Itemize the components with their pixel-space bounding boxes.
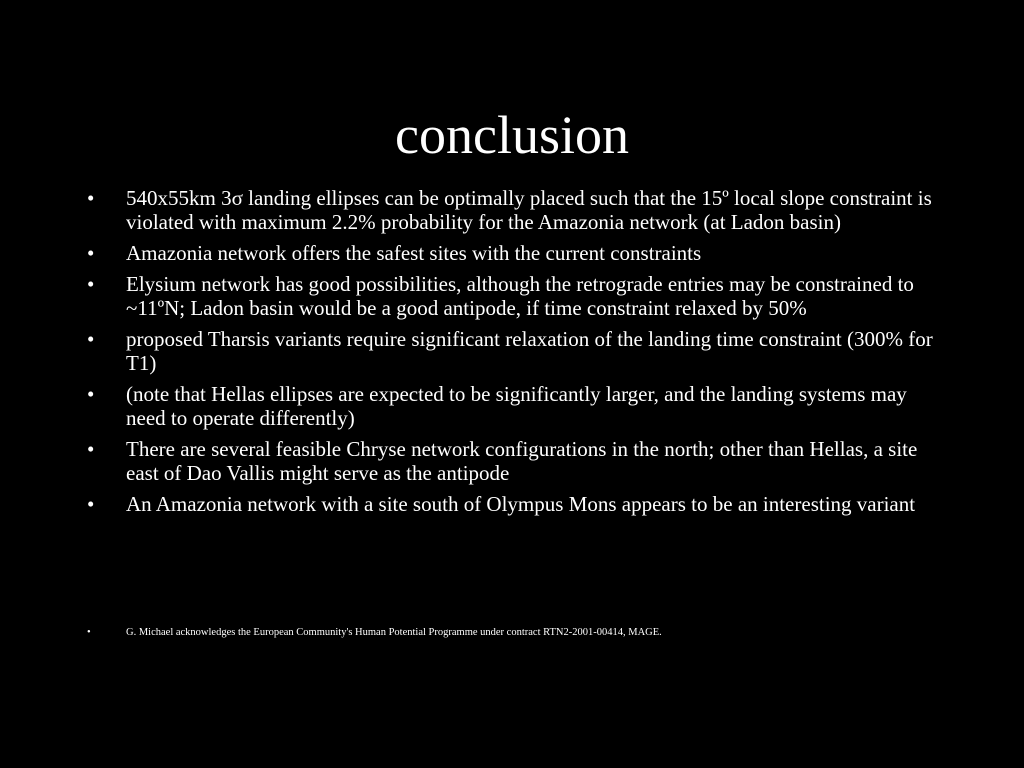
- slide-title: conclusion: [395, 105, 629, 165]
- bullet-text: 540x55km 3σ landing ellipses can be optimally placed such that the 15º local slope constraint is violated with maximum 2.2% probability for the Amazonia network (at Ladon basin): [126, 186, 932, 234]
- bullet-marker: •: [87, 186, 95, 210]
- bullet-marker: •: [87, 492, 95, 516]
- bullet-item: [87, 241, 947, 265]
- bullet-marker: •: [87, 272, 95, 296]
- bullet-text: There are several feasible Chryse network configurations in the north; other than Hellas, a site east of Dao Vallis might serve as the antipode: [126, 437, 918, 485]
- bullet-text: (note that Hellas ellipses are expected to be significantly larger, and the landing systems may need to operate differently): [126, 382, 907, 430]
- bullet-text: Elysium network has good possibilities, although the retrograde entries may be constrained to ~11ºN; Ladon basin would be a good antipode, if time constraint relaxed by 50%: [126, 272, 914, 320]
- bullet-item: [87, 186, 947, 234]
- bullet-text: proposed Tharsis variants require significant relaxation of the landing time constraint (300% for T1): [126, 327, 933, 375]
- bullet-text: Amazonia network offers the safest sites with the current constraints: [126, 241, 702, 265]
- bullet-item: [87, 492, 947, 516]
- bullet-marker: •: [87, 627, 91, 638]
- bullet-marker: •: [87, 382, 95, 406]
- bullet-marker: •: [87, 327, 95, 351]
- footnote-text: G. Michael acknowledges the European Community's Human Potential Programme under contract RTN2-2001-00414, MAGE.: [126, 627, 662, 638]
- bullet-text: An Amazonia network with a site south of Olympus Mons appears to be an interesting variant: [126, 492, 916, 516]
- bullet-item: [87, 272, 947, 320]
- bullet-item: [87, 382, 947, 430]
- bullet-marker: •: [87, 437, 95, 461]
- bullet-item: [87, 437, 947, 485]
- acknowledgement-footnote: [87, 626, 947, 639]
- bullet-marker: •: [87, 241, 95, 265]
- bullet-item: [87, 327, 947, 375]
- bullet-list: [87, 186, 947, 523]
